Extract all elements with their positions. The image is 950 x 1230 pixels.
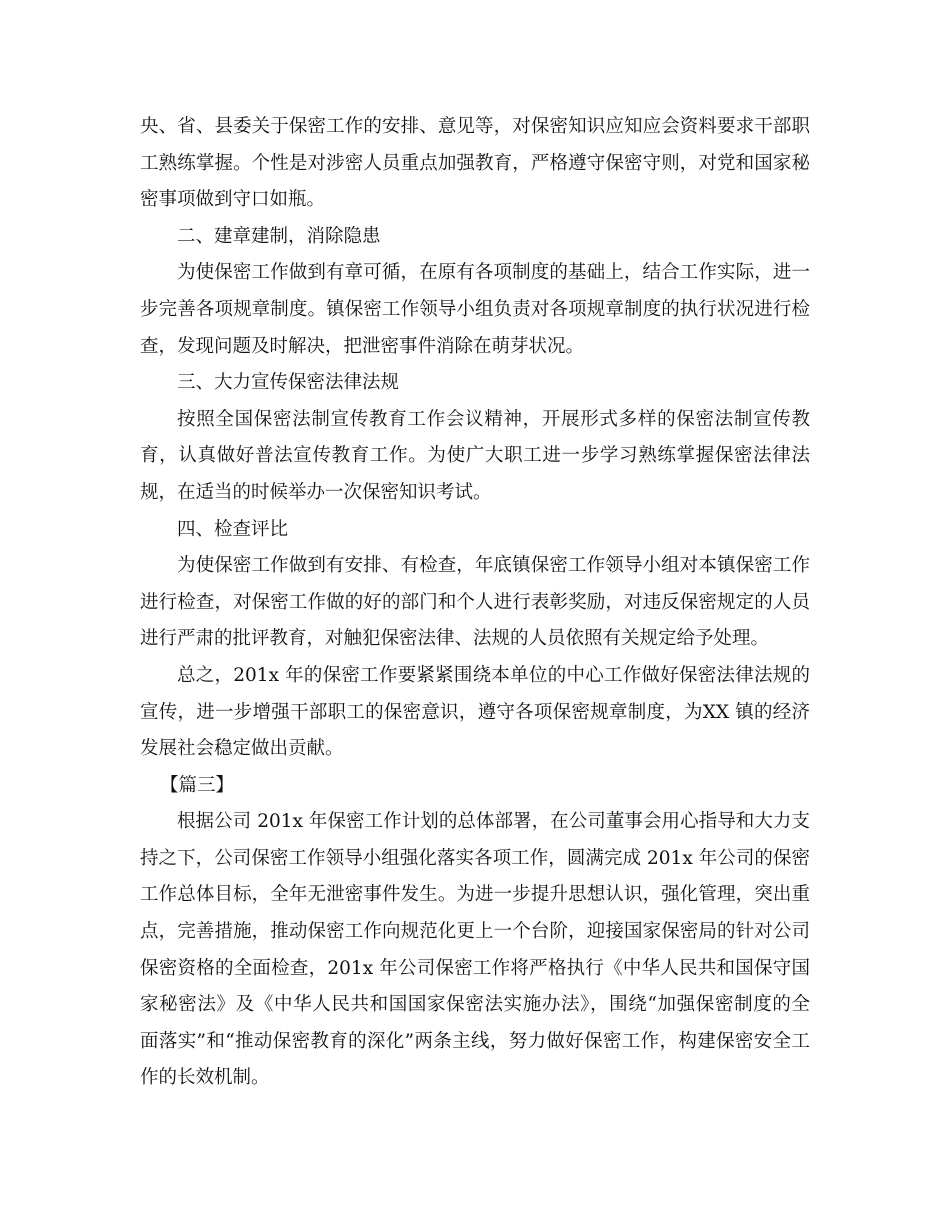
section-heading: 四、检查评比 bbox=[177, 518, 289, 540]
text-line: 育，认真做好普法宣传教育工作。为使广大职工进一步学习熟练掌握保密法律法 bbox=[140, 445, 810, 467]
text-line: 面落实”和“推动保密教育的深化”两条主线，努力做好保密工作，构建保密安全工 bbox=[140, 1030, 810, 1052]
text-line: 查，发现问题及时解决，把泄密事件消除在萌芽状况。 bbox=[140, 335, 585, 357]
text-line: 按照全国保密法制宣传教育工作会议精神，开展形式多样的保密法制宣传教 bbox=[177, 408, 810, 430]
text-line: 工熟练掌握。个性是对涉密人员重点加强教育，严格遵守保密守则，对党和国家秘 bbox=[140, 152, 810, 174]
text-line: 作的长效机制。 bbox=[140, 1067, 270, 1089]
text-line: 密事项做到守口如瓶。 bbox=[140, 189, 326, 211]
text-line: 点，完善措施，推动保密工作向规范化更上一个台阶，迎接国家保密局的针对公司 bbox=[140, 921, 810, 943]
paragraph bbox=[140, 548, 810, 658]
text-line: 工作总体目标，全年无泄密事件发生。为进一步提升思想认识，强化管理，突出重 bbox=[140, 884, 810, 906]
paragraph bbox=[140, 804, 810, 1097]
text-line: 进行严肃的批评教育，对触犯保密法律、法规的人员依照有关规定给予处理。 bbox=[140, 628, 770, 650]
text-line: 为使保密工作做到有安排、有检查，年底镇保密工作领导小组对本镇保密工作 bbox=[177, 555, 810, 577]
text-line: 宣传，进一步增强干部职工的保密意识，遵守各项保密规章制度，为XX 镇的经济 bbox=[140, 701, 810, 723]
paragraph bbox=[140, 658, 810, 768]
text-line: 总之，201x 年的保密工作要紧紧围绕本单位的中心工作做好保密法律法规的 bbox=[177, 664, 810, 686]
text-line: 为使保密工作做到有章可循，在原有各项制度的基础上，结合工作实际，进一 bbox=[177, 262, 810, 284]
text-line: 央、省、县委关于保密工作的安排、意见等，对保密知识应知应会资料要求干部职 bbox=[140, 116, 810, 137]
document-body bbox=[140, 109, 810, 1097]
paragraph bbox=[140, 109, 810, 219]
text-line: 保密资格的全面检查，201x 年公司保密工作将严格执行《中华人民共和国保守国 bbox=[140, 957, 810, 979]
text-line: 进行检查，对保密工作做的好的部门和个人进行表彰奖励，对违反保密规定的人员 bbox=[140, 591, 810, 613]
section-marker: 【篇三】 bbox=[160, 774, 235, 796]
text-line: 家秘密法》及《中华人民共和国国家保密法实施办法》，围绕“加强保密制度的全 bbox=[140, 994, 810, 1016]
text-line: 步完善各项规章制度。镇保密工作领导小组负责对各项规章制度的执行状况进行检 bbox=[140, 298, 810, 320]
text-line: 持之下，公司保密工作领导小组强化落实各项工作，圆满完成 201x 年公司的保密 bbox=[140, 847, 810, 869]
paragraph bbox=[140, 402, 810, 512]
text-line: 规，在适当的时候举办一次保密知识考试。 bbox=[140, 481, 492, 503]
text-line: 发展社会稳定做出贡献。 bbox=[140, 738, 344, 760]
section-heading: 三、大力宣传保密法律法规 bbox=[177, 372, 400, 394]
text-line: 根据公司 201x 年保密工作计划的总体部署，在公司董事会用心指导和大力支 bbox=[177, 811, 810, 833]
paragraph bbox=[140, 255, 810, 365]
section-heading: 二、建章建制，消除隐患 bbox=[177, 225, 381, 247]
